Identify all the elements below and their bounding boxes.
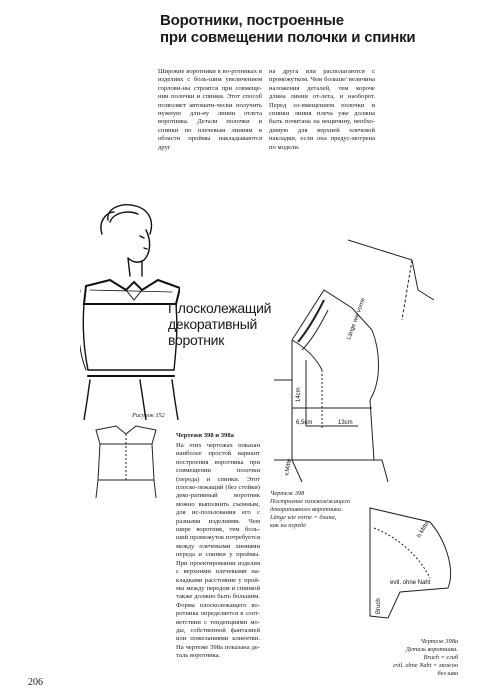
draft-398a-caption-line-3: Bruch = сгиб bbox=[423, 654, 458, 661]
draft-398a-caption-line-4: evtl. ohne Naht = можно bbox=[393, 662, 458, 669]
label-65cm: 6,5cm bbox=[296, 420, 313, 426]
label-mitte: v.Mitte bbox=[284, 458, 293, 477]
figure-caption: Рисунок 152 bbox=[132, 412, 165, 419]
draft-398-caption bbox=[270, 490, 350, 530]
draft-398a-caption-line-2: Деталь воротника. bbox=[405, 646, 458, 653]
title-line-1: Воротники, построенные bbox=[160, 12, 344, 29]
garment-sketch bbox=[86, 420, 166, 500]
text-column-1: Широкие воротники в во-ротниках в изделиях с боль-шим увеличением горлови-ны строятся при совмеще-нии полочки и спинки. Этот способ позволяет автомати-чески получить нужную дли-ну линии отлета воротника. Детали полочки и спинки по плечевым линиям в области проймы накладываются друг bbox=[158, 68, 262, 151]
section-heading-line-1: Плосколежащий bbox=[168, 300, 272, 316]
pattern-draft-398 bbox=[262, 230, 442, 490]
draft-398-caption-line-5: как на переде bbox=[270, 522, 307, 529]
draft-398-caption-line-3: декоративного воротника. bbox=[270, 506, 343, 513]
draft-398a-caption bbox=[378, 638, 458, 678]
label-13cm: 13cm bbox=[338, 420, 353, 426]
section-heading-line-2: декоративный воротник bbox=[168, 316, 257, 348]
draft-398a-caption-line-5: без шва bbox=[437, 670, 458, 677]
page-number: 206 bbox=[28, 677, 43, 688]
title-line-2: при совмещении полочки и спинки bbox=[160, 29, 416, 46]
draft-398-caption-line-2: Построение плосколежащего bbox=[270, 498, 351, 505]
label-14cm: 14cm bbox=[296, 387, 302, 402]
text-column-2: на друга или располагаются с промежутком. Чем больше/ величина наложения деталей, тем короче длина линии от-лета, и наоборот. Перед со-вмещением полочки и спинки линия плеча уже должна быть почитана на вещичину, необхо-димую для верхней плечевой накладки, если она предус-мотрена по модели. bbox=[269, 68, 375, 151]
pattern-draft-398a bbox=[360, 498, 460, 638]
label-evtl: evtl. ohne Naht bbox=[390, 580, 431, 586]
draft-398a-caption-line-1: Чертеж 398а bbox=[420, 638, 458, 645]
draft-398-caption-line-4: Länge wie vorne = длина, bbox=[270, 514, 337, 521]
collar-illustration bbox=[80, 200, 180, 420]
draft-398-caption-line-1: Чертеж 398 bbox=[270, 490, 305, 497]
label-bruch: Bruch bbox=[376, 598, 382, 614]
label-hmitte: h.Mitte bbox=[416, 520, 431, 539]
page-title bbox=[160, 12, 460, 46]
label-lange: Länge wie vorne bbox=[346, 297, 367, 341]
text-column-3: На этих чертежах показан наиболее простой вариант построения воротника при совмещении полочки (переда) и спинки. Этот плоско-лежащий (без стойки) деко-ративный воротник можно выполнить съемным, для ис-пользования его с разными изделиями. Чем шире воротник, тем боль-ший промежуток потребуется между плечевыми линиями переда и спинки у проймы. При проектировании изделия с верхними плечевыми на-кладками расстояние у прой-мы между передом и спинкой также должно быть большим. Форма плосколежащего во-ротника определяется в соот-ветствии с тенденциями мо-ды, собственной фантазией или пожеланиями клиентки. На чертеже 398а показана де-таль воротника. bbox=[176, 442, 260, 660]
chert-heading: Чертежи 398 и 398а bbox=[176, 432, 234, 439]
